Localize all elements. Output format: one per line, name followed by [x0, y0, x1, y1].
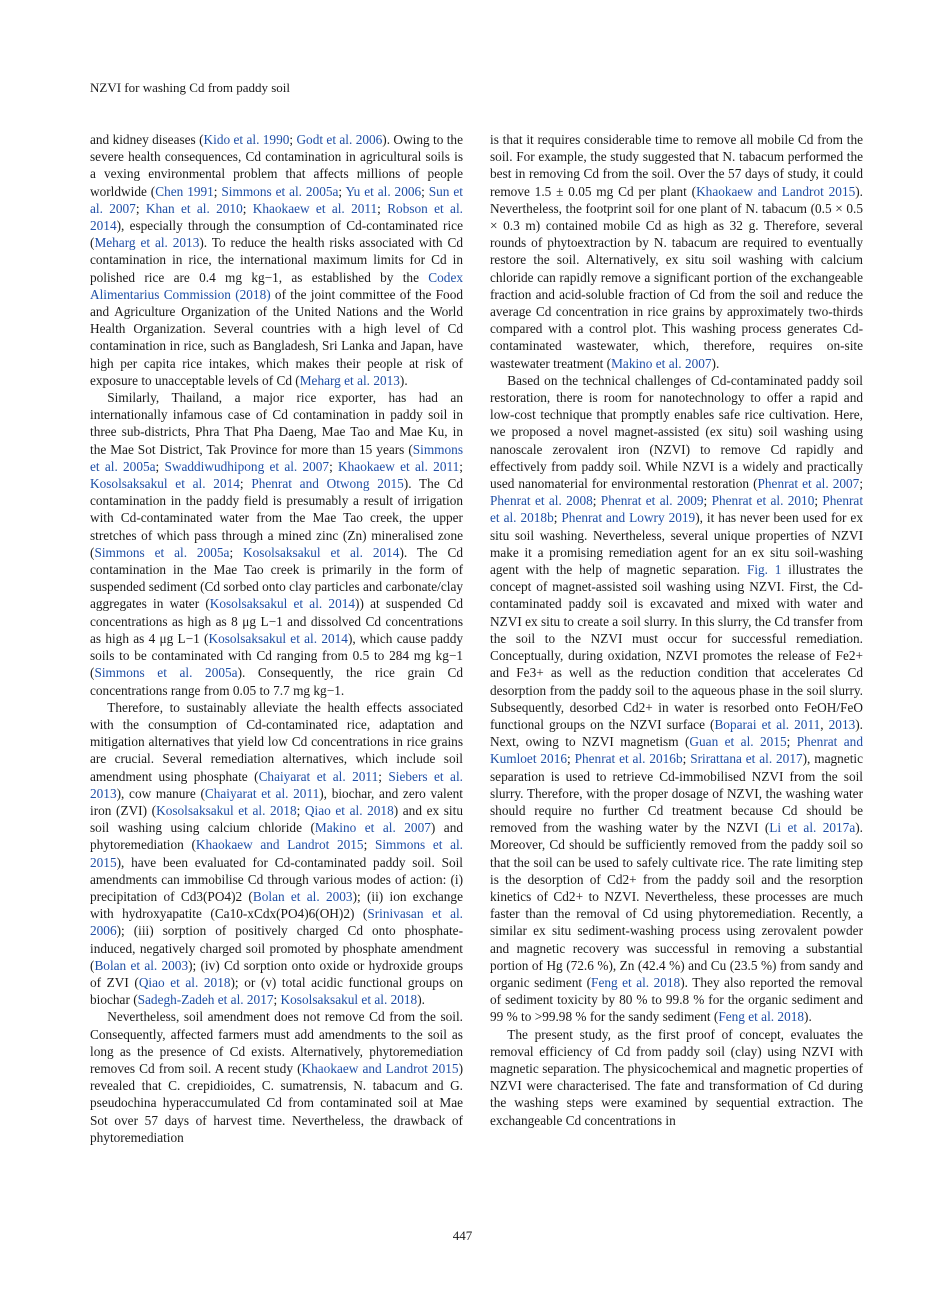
body-text: ) and ex situ soil washing using calcium chloride ( [90, 802, 463, 836]
citation-link[interactable]: Robson et al. 2014 [90, 200, 463, 234]
body-text: ), biochar, and zero valent iron (ZVI) ( [90, 785, 463, 818]
citation-link[interactable]: Simmons et al. 2005a [90, 441, 463, 474]
citation-link[interactable]: Godt et al. 2006 [296, 132, 383, 147]
body-text: ; [421, 183, 429, 199]
citation-link[interactable]: Chaiyarat et al. 2011 [258, 768, 379, 784]
citation-link[interactable]: Yu et al. 2006 [345, 183, 422, 199]
citation-link[interactable]: Khaokaew et al. 2011 [338, 458, 460, 474]
paragraph [490, 372, 863, 1026]
citation-link[interactable]: Kosolsaksakul et al. 2018 [280, 992, 418, 1008]
body-text: ), magnetic separation is used to retrieve Cd-immobilised NZVI from the soil slurry. Therefore, with the proper dosage of NZVI, the washing water should require no further Cd treatment because Cd should be removed from the washing water by the NZVI ( [490, 751, 863, 836]
citation-link[interactable]: Boparai et al. 2011 [714, 716, 821, 732]
citation-link[interactable]: Phenrat et al. 2009 [600, 493, 704, 509]
citation-link[interactable]: Meharg et al. 2013 [299, 372, 400, 388]
citation-link[interactable]: Phenrat et al. 2008 [490, 493, 593, 509]
citation-link[interactable]: Qiao et al. 2018 [304, 802, 394, 818]
citation-link[interactable]: Li et al. 2017a [769, 820, 856, 836]
body-text: ; [859, 476, 864, 492]
citation-link[interactable]: Khaokaew et al. 2011 [252, 200, 378, 216]
body-text: The present study, as the first proof of concept, evaluates the removal efficiency of Cd from paddy soil (clay) using NZVI with magnetic separation. The physicochemical and magnetic properties of NZVI were characterised. The fate and transformation of Cd during the washing steps were examined by sequential extraction. The exchangeable Cd concentrations in [490, 1026, 863, 1128]
citation-link[interactable]: Phenrat et al. 2010 [711, 493, 815, 509]
body-text: ; [155, 458, 165, 474]
citation-link[interactable]: Fig. 1 [746, 562, 782, 578]
body-text: ) and phytoremediation ( [90, 820, 463, 853]
body-text: ; [459, 458, 463, 474]
citation-link[interactable]: Bolan et al. 2003 [94, 957, 189, 973]
paragraph [490, 1026, 863, 1129]
body-text: ; [296, 802, 305, 818]
citation-link[interactable]: Srinivasan et al. 2006 [90, 906, 463, 939]
body-text: ). The Cd contamination in the paddy field is presumably a result of irrigation with Cd-contaminated water from the Mae Tao creek, the upper stretches of which pass through a mined zinc (Zn) mineralised zone ( [90, 476, 463, 560]
citation-link[interactable]: Kosolsaksakul et al. 2014 [208, 630, 348, 646]
citation-link[interactable]: Meharg et al. 2013 [94, 235, 200, 251]
body-text: ); or (v) total acidic functional groups on biochar ( [90, 974, 463, 1008]
citation-link[interactable]: Khaokaew and Landrot 2015 [696, 183, 856, 199]
paragraph [90, 389, 463, 699]
citation-link[interactable]: Phenrat and Lowry 2019 [561, 510, 696, 526]
body-text: ; [377, 200, 388, 216]
body-text: ). Next, owing to NZVI magnetism ( [490, 716, 863, 750]
citation-link[interactable]: Sun et al. 2007 [90, 183, 463, 216]
citation-link[interactable]: Qiao et al. 2018 [138, 974, 231, 990]
citation-link[interactable]: Simmons et al. 2005a [94, 544, 230, 560]
body-text: ). They also reported the removal of sediment toxicity by 80 % to 99.8 % for the organic sediment and 99 % to >99.98 % for the sandy sediment ( [490, 974, 864, 1025]
body-text: ; [229, 544, 244, 560]
citation-link[interactable]: Phenrat and Kumloet 2016 [490, 734, 863, 767]
body-text: ). Consequently, the rice grain Cd concentrations range from 0.05 to 7.7 mg kg−1. [90, 665, 463, 698]
citation-link[interactable]: Makino et al. 2007 [611, 355, 712, 371]
body-text: ). [399, 372, 408, 388]
body-text: ). To reduce the health risks associated with Cd contamination in rice, the international maximum limits for Cd in polished rice are 0.4 mg kg−1, as established by the [90, 235, 463, 285]
body-text: ), it has never been used for ex situ soil washing. Nevertheless, several unique properties of NZVI make it a promising remediation agent for an ex situ soil-washing agent with the help of magnetic separation. [490, 510, 863, 578]
page-number: 447 [452, 1228, 473, 1243]
citation-link[interactable]: Chaiyarat et al. 2011 [204, 785, 320, 801]
citation-link[interactable]: Bolan et al. 2003 [252, 888, 353, 904]
body-text: ; [814, 493, 823, 509]
paragraph [90, 131, 463, 389]
citation-link[interactable]: Kosolsaksakul et al. 2014 [209, 596, 356, 612]
body-text: ; [273, 992, 281, 1008]
body-text: ); (iv) Cd sorption onto oxide or hydroxide groups of ZVI ( [90, 957, 463, 990]
body-text: , [820, 716, 829, 732]
body-text: ); (ii) ion exchange with hydroxyapatite (Ca10-xCdx(PO4)6(OH)2) ( [90, 888, 463, 922]
body-text: ; [135, 200, 146, 216]
body-text: ), which cause paddy soils to be contaminated with Cd ranging from 0.5 to 284 mg kg−1 ( [90, 630, 463, 681]
citation-link[interactable]: Swaddiwudhipong et al. 2007 [164, 458, 330, 474]
paragraph [90, 1008, 463, 1146]
citation-link[interactable]: Srirattana et al. 2017 [690, 751, 803, 767]
body-text: ). [711, 355, 720, 371]
citation-link[interactable]: Kosolsaksakul et al. 2014 [243, 544, 400, 560]
right-column [490, 131, 863, 1129]
body-text: ). Moreover, Cd should be sufficiently removed from the paddy soil so that the soil can be used to safely cultivate rice. The rate limiting step is the desorption of Cd2+ from the paddy soil and the resorption kinetics of Cd2+ to NZVI. Nevertheless, these processes are much faster than the removal of Cd using phytoremediation. Recently, a similar ex situ sediment-washing process using zerovalent powder and magnetic recovery was successful in removing a substantial portion of Hg (72.6 %), Zn (42.4 %) and Cu (23.5 %) from sandy and organic sediment ( [490, 820, 863, 990]
citation-link[interactable]: Phenrat et al. 2007 [757, 476, 860, 492]
citation-link[interactable]: Codex Alimentarius Commission (2018) [90, 269, 463, 302]
body-text: ). The Cd contamination in the Mae Tao creek is primarily in the form of suspended sediment (Cd sorbed onto clay particles and carbonate/clay aggregates in water ( [90, 544, 463, 612]
left-column [90, 131, 463, 1146]
citation-link[interactable]: Phenrat and Otwong 2015 [251, 476, 404, 492]
body-text: ; [567, 751, 575, 767]
body-text: ) revealed that C. crepidioides, C. sumatrensis, N. tabacum and G. pseudochina hyperaccumulated Cd from contaminated soil at Mae Sot over 57 days of harvest time. Nevertheless, the drawback of phytoremediation [90, 1060, 463, 1145]
paragraph [90, 699, 463, 1009]
body-text: ). Owing to the severe health consequences, Cd contamination in agricultural soils is a vexing environmental problem that affects millions of people worldwide ( [90, 132, 463, 199]
body-text: is that it requires considerable time to remove all mobile Cd from the soil. For example, the study suggested that N. tabacum performed the best in removing Cd from the soil. Over the 57 days of study, it could remove 1.5 ± 0.05 mg Cd per plant ( [490, 132, 863, 199]
citation-link[interactable]: Makino et al. 2007 [314, 820, 431, 836]
citation-link[interactable]: Khaokaew and Landrot 2015 [301, 1060, 459, 1076]
citation-link[interactable]: Simmons et al. 2005a [221, 183, 339, 199]
body-text: of the joint committee of the Food and Agriculture Organization of the United Nations and the World Health Organization. Several countries with a high level of Cd contamination in rice, such as Bangladesh, Sri Lanka and Japan, have high per capita rice intakes, which makes their people at risk of exposure to unacceptable levels of Cd ( [90, 286, 463, 388]
citation-link[interactable]: Simmons et al. 2005a [94, 665, 238, 681]
body-text: ; [378, 768, 389, 784]
citation-link[interactable]: Kido et al. 1990 [203, 132, 290, 147]
body-text: Based on the technical challenges of Cd-contaminated paddy soil restoration, there is room for nanotechnology to offer a rapid and low-cost technique that promptly enables safe rice cultivation. Here, we proposed a novel magnet-assisted (ex situ) soil washing using nanoscale zerovalent iron (NZVI) to remove Cd rapidly and effectively from paddy soil. While NZVI is a widely and practically used nanomaterial for environmental restoration ( [490, 372, 863, 492]
body-text: ; [289, 132, 297, 147]
body-text: illustrates the concept of magnet-assisted soil washing using NZVI. First, the Cd-contaminated paddy soil is excavated and mixed with water and NZVI ex situ to create a soil slurry. In this slurry, the Cd transfer from the soil to the NZVI must occur for successful remediation. Conceptually, during oxidation, NZVI promotes the release of Fe2+ and Fe3+ as well as the reduction condition that accelerates Cd desorption from the paddy soil to the aqueous phase in the soil slurry. Subsequently, desorbed Cd2+ in water is resorbed onto FeOH/FeO functional groups on the NZVI surface ( [490, 562, 863, 732]
body-text: )) at suspended Cd concentrations as high as 8 μg L−1 and dissolved Cd concentrations as high as 4 μg L−1 ( [90, 596, 463, 646]
citation-link[interactable]: Khan et al. 2010 [145, 200, 243, 216]
body-text: ; [329, 458, 339, 474]
citation-link[interactable]: Kosolsaksakul et al. 2014 [90, 476, 240, 492]
paragraph [490, 131, 863, 372]
citation-link[interactable]: Feng et al. 2018 [591, 974, 681, 990]
body-text: ), have been evaluated for Cd-contaminated paddy soil. Soil amendments can immobilise Cd through various modes of action: (i) precipitation of Cd3(PO4)2 ( [90, 854, 463, 904]
body-text: ); (iii) sorption of positively charged Cd onto phosphate-induced, negatively charged soil promoted by phosphate amendment ( [90, 923, 463, 973]
citation-link[interactable]: Khaokaew and Landrot 2015 [195, 837, 364, 853]
body-text: ; [553, 510, 562, 526]
citation-link[interactable]: Sadegh-Zadeh et al. 2017 [137, 992, 274, 1008]
citation-link[interactable]: Kosolsaksakul et al. 2018 [156, 802, 297, 818]
body-text: ). Nevertheless, the footprint soil for one plant of N. tabacum (0.5 × 0.5 × 0.3 m) contained mobile Cd as high as 32 g. Therefore, several rounds of phytoextraction by N. tabacum are required to eventually restore the soil. Alternatively, ex situ soil washing with calcium chloride can rapidly remove a significant portion of the exchangeable fraction and acid-soluble fraction of Cd from the soil and reduce the average Cd concentration in rice grains by approximately two-thirds compared with a control plot. This washing process generates Cd-contaminated wastewater, which, therefore, requires on-site wastewater treatment ( [490, 183, 864, 371]
body-text: ; [242, 200, 253, 216]
body-text: ; [363, 837, 375, 853]
citation-link[interactable]: Guan et al. 2015 [689, 734, 787, 750]
body-text: Therefore, to sustainably alleviate the health effects associated with the consumption of Cd-contaminated rice, adaptation and mitigation alternatives that yield low Cd concentrations in rice grains are crucial. Several remediation alternatives, which include soil amendment using phosphate ( [90, 699, 463, 784]
citation-link[interactable]: Phenrat et al. 2016b [574, 751, 683, 767]
citation-link[interactable]: Simmons et al. 2015 [90, 837, 464, 870]
body-text: ; [239, 476, 252, 492]
body-text: Nevertheless, soil amendment does not remove Cd from the soil. Consequently, affected farmers must add amendments to the soil as long as the presence of Cd exists. Alternatively, phytoremediation removes Cd from soil. A recent study ( [90, 1009, 463, 1076]
body-text: ; [592, 493, 601, 509]
citation-link[interactable]: 2013 [828, 716, 856, 732]
running-head: NZVI for washing Cd from paddy soil [90, 80, 291, 95]
body-text: ; [786, 734, 797, 750]
body-text: ), cow manure ( [116, 785, 205, 801]
citation-link[interactable]: Siebers et al. 2013 [90, 768, 463, 801]
body-text: ; [682, 751, 691, 767]
body-text: and kidney diseases ( [90, 132, 204, 147]
body-text: ). [804, 1009, 812, 1025]
citation-link[interactable]: Feng et al. 2018 [718, 1009, 805, 1025]
body-text: ), especially through the consumption of Cd-contaminated rice ( [90, 218, 463, 251]
body-text: ; [213, 183, 222, 199]
body-text: Similarly, Thailand, a major rice exporter, has had an internationally infamous case of Cd contamination in paddy soil in three sub-districts, Phra That Pha Daeng, Mae Tao and Mae Ku, in the Mae Sot District, Tak Province for more than 15 years ( [90, 390, 463, 457]
body-text: ; [338, 183, 346, 199]
citation-link[interactable]: Phenrat et al. 2018b [490, 493, 864, 526]
body-text: ; [703, 493, 712, 509]
citation-link[interactable]: Chen 1991 [155, 183, 214, 199]
body-text: ). [417, 992, 425, 1008]
